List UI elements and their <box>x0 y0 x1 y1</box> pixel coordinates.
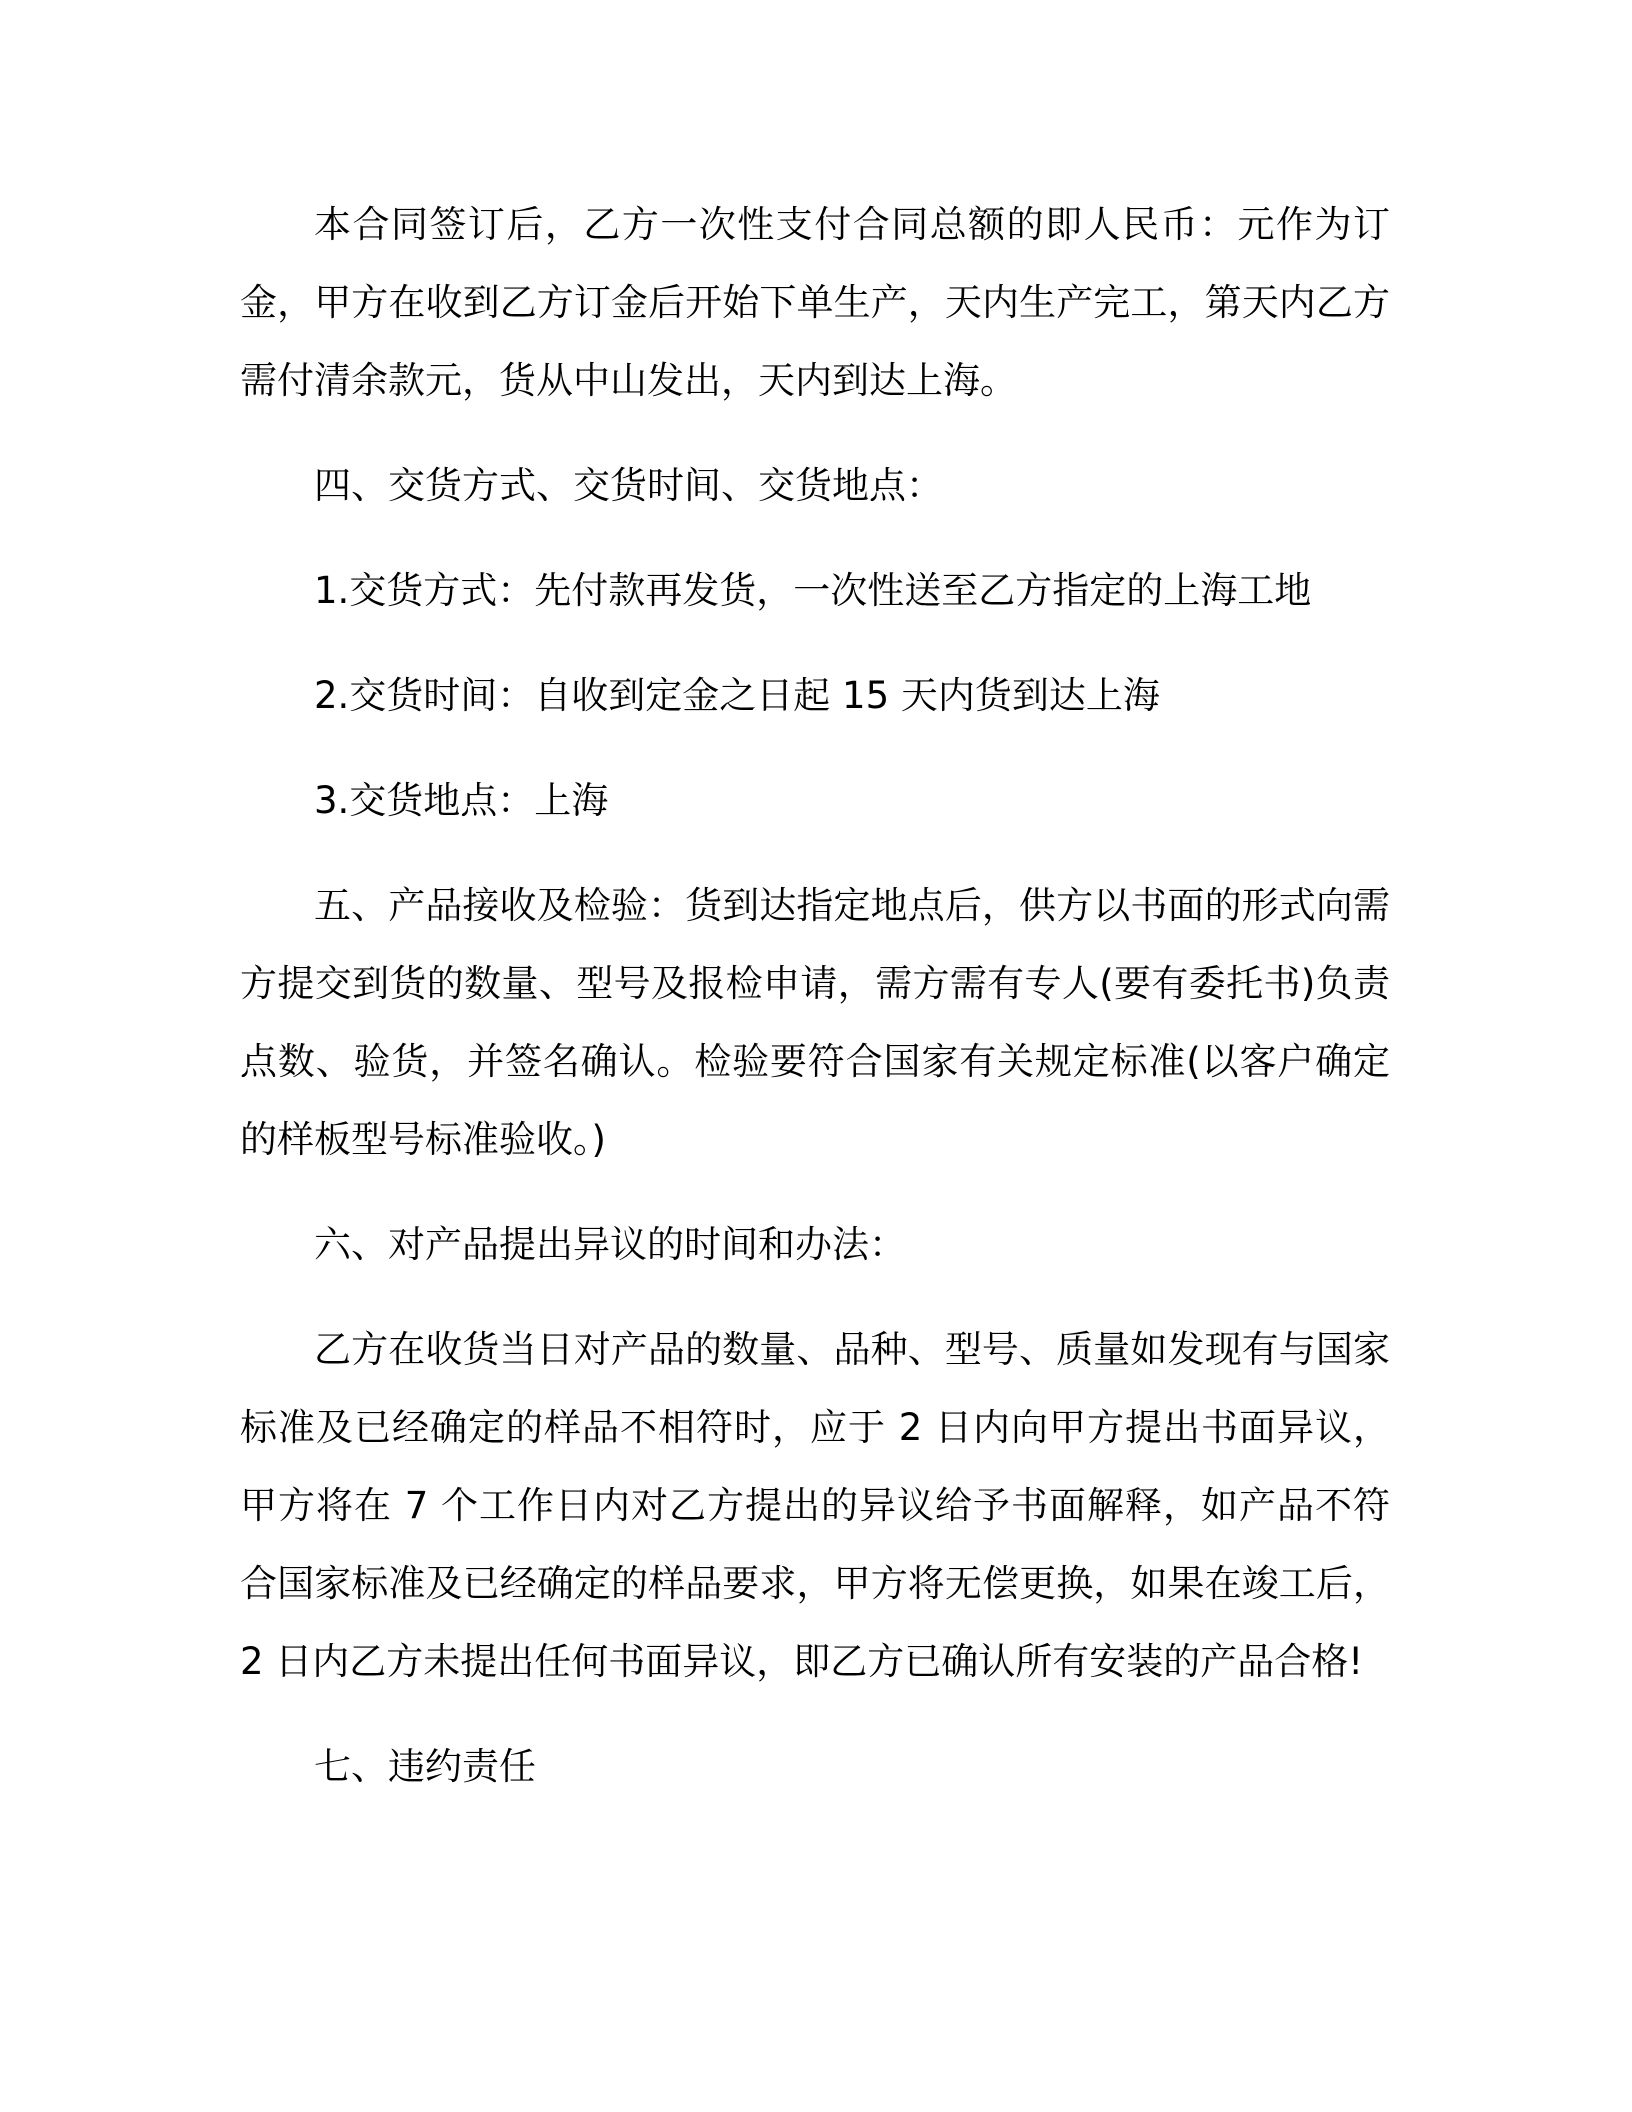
paragraph-payment-terms: 本合同签订后，乙方一次性支付合同总额的即人民币：元作为订金，甲方在收到乙方订金后开始下单生产，天内生产完工，第天内乙方需付清余款元，货从中山发出，天内到达上海。 <box>240 203 1390 402</box>
delivery-time: 2.交货时间：自收到定金之日起 15 天内货到达上海 <box>314 674 1160 717</box>
document-body <box>240 186 1390 1806</box>
delivery-location: 3.交货地点：上海 <box>314 779 609 822</box>
paragraph-inspection: 五、产品接收及检验：货到达指定地点后，供方以书面的形式向需方提交到货的数量、型号及报检申请，需方需有专人(要有委托书)负责点数、验货，并签名确认。检验要符合国家有关规定标准(以客户确定的样板型号标准验收。) <box>240 884 1390 1161</box>
delivery-method: 1.交货方式：先付款再发货，一次性送至乙方指定的上海工地 <box>314 569 1312 612</box>
heading-liability: 七、违约责任 <box>314 1745 536 1788</box>
heading-delivery: 四、交货方式、交货时间、交货地点： <box>314 464 943 507</box>
paragraph-objections: 乙方在收货当日对产品的数量、品种、型号、质量如发现有与国家标准及已经确定的样品不相符时，应于 2 日内向甲方提出书面异议，甲方将在 7 个工作日内对乙方提出的异议给予书面解释，如产品不符合国家标准及已经确定的样品要求，甲方将无偿更换，如果在竣工后，2 日内乙方未提出任何书面异议，即乙方已确认所有安装的产品合格! <box>240 1328 1390 1683</box>
heading-objections: 六、对产品提出异议的时间和办法： <box>314 1223 906 1266</box>
